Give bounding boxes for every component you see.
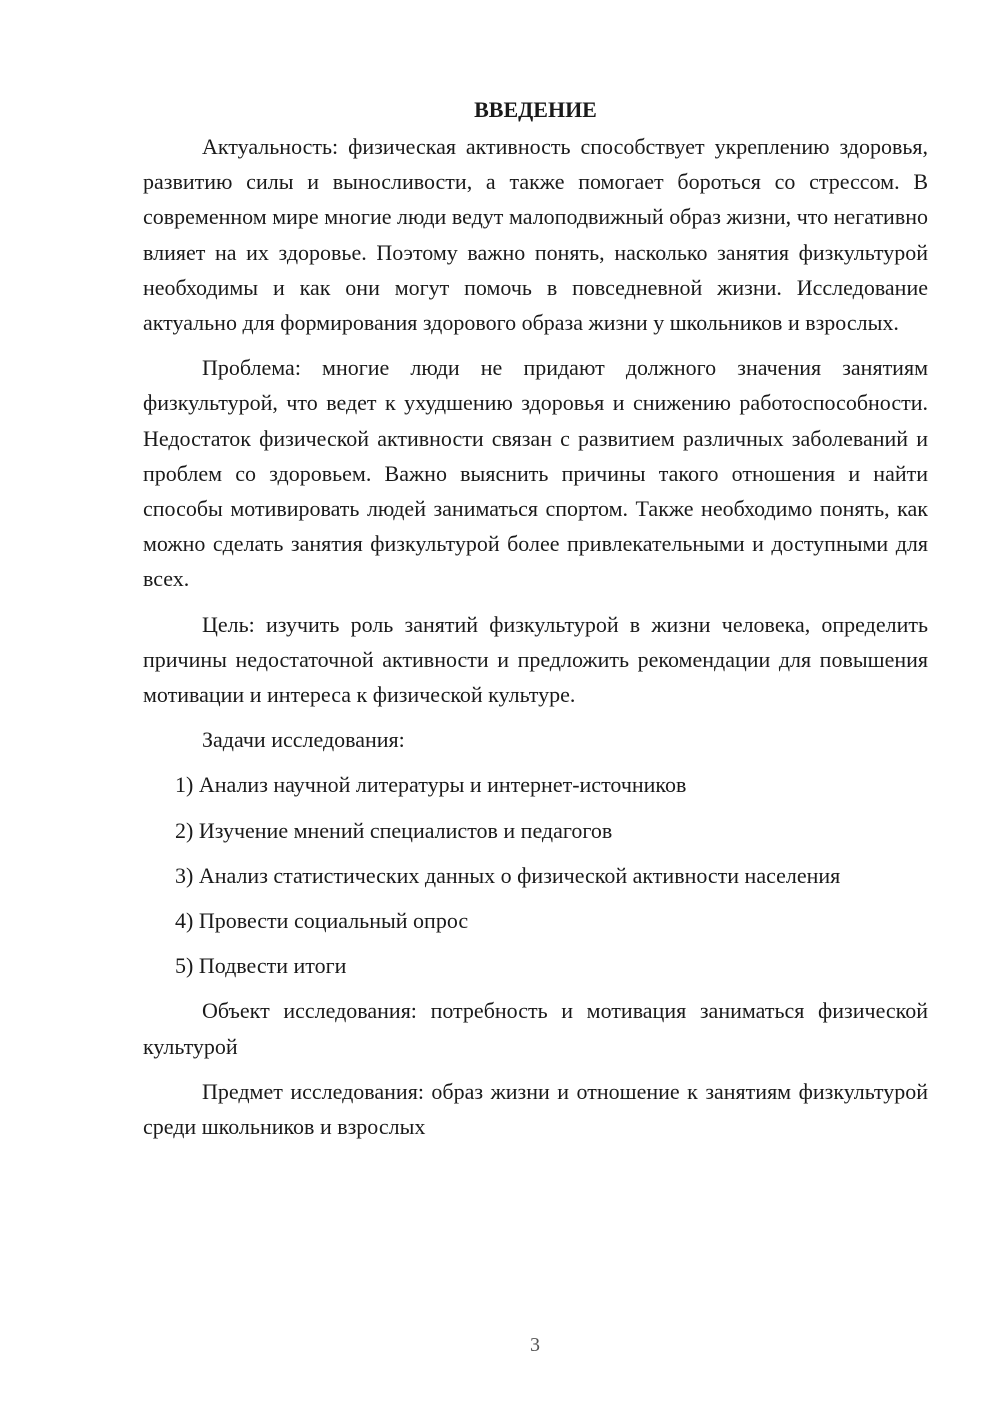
paragraph-problem: Проблема: многие люди не придают должного значения занятиям физкультурой, что ведет к ухудшению здоровья и снижению работоспособности. Недостаток физической активности связан с развитием различных заболеваний и проблем со здоровьем. Важно выяснить причины такого отношения и найти способы мотивировать людей заниматься спортом. Также необходимо понять, как можно сделать занятия физкультурой более привлекательными и доступными для всех. <box>143 355 928 592</box>
document-page <box>143 92 928 1154</box>
paragraph-object: Объект исследования: потребность и мотивация заниматься физической культурой <box>143 998 928 1059</box>
tasks-heading: Задачи исследования: <box>202 727 405 753</box>
list-item: 2) Изучение мнений специалистов и педагогов <box>175 817 613 843</box>
paragraph-goal: Цель: изучить роль занятий физкультурой в жизни человека, определить причины недостаточной активности и предложить рекомендации для повышения мотивации и интереса к физической культуре. <box>143 611 928 708</box>
section-title: ВВЕДЕНИЕ <box>474 97 597 122</box>
paragraph-relevance: Актуальность: физическая активность способствует укреплению здоровья, развитию силы и выносливости, а также помогает бороться со стрессом. В современном мире многие люди ведут малоподвижный образ жизни, что негативно влияет на их здоровье. Поэтому важно понять, насколько занятия физкультурой необходимы и как они могут помочь в повседневной жизни. Исследование актуально для формирования здорового образа жизни у школьников и взрослых. <box>143 134 928 336</box>
list-item: 5) Подвести итоги <box>175 953 347 979</box>
page-number: 3 <box>530 1334 540 1356</box>
list-item: 4) Провести социальный опрос <box>175 908 469 934</box>
paragraph-subject: Предмет исследования: образ жизни и отношение к занятиям физкультурой среди школьников и взрослых <box>143 1078 928 1140</box>
tasks-list <box>143 767 928 983</box>
list-item: 3) Анализ статистических данных о физической активности населения <box>175 862 841 888</box>
list-item: 1) Анализ научной литературы и интернет-источников <box>175 772 687 798</box>
